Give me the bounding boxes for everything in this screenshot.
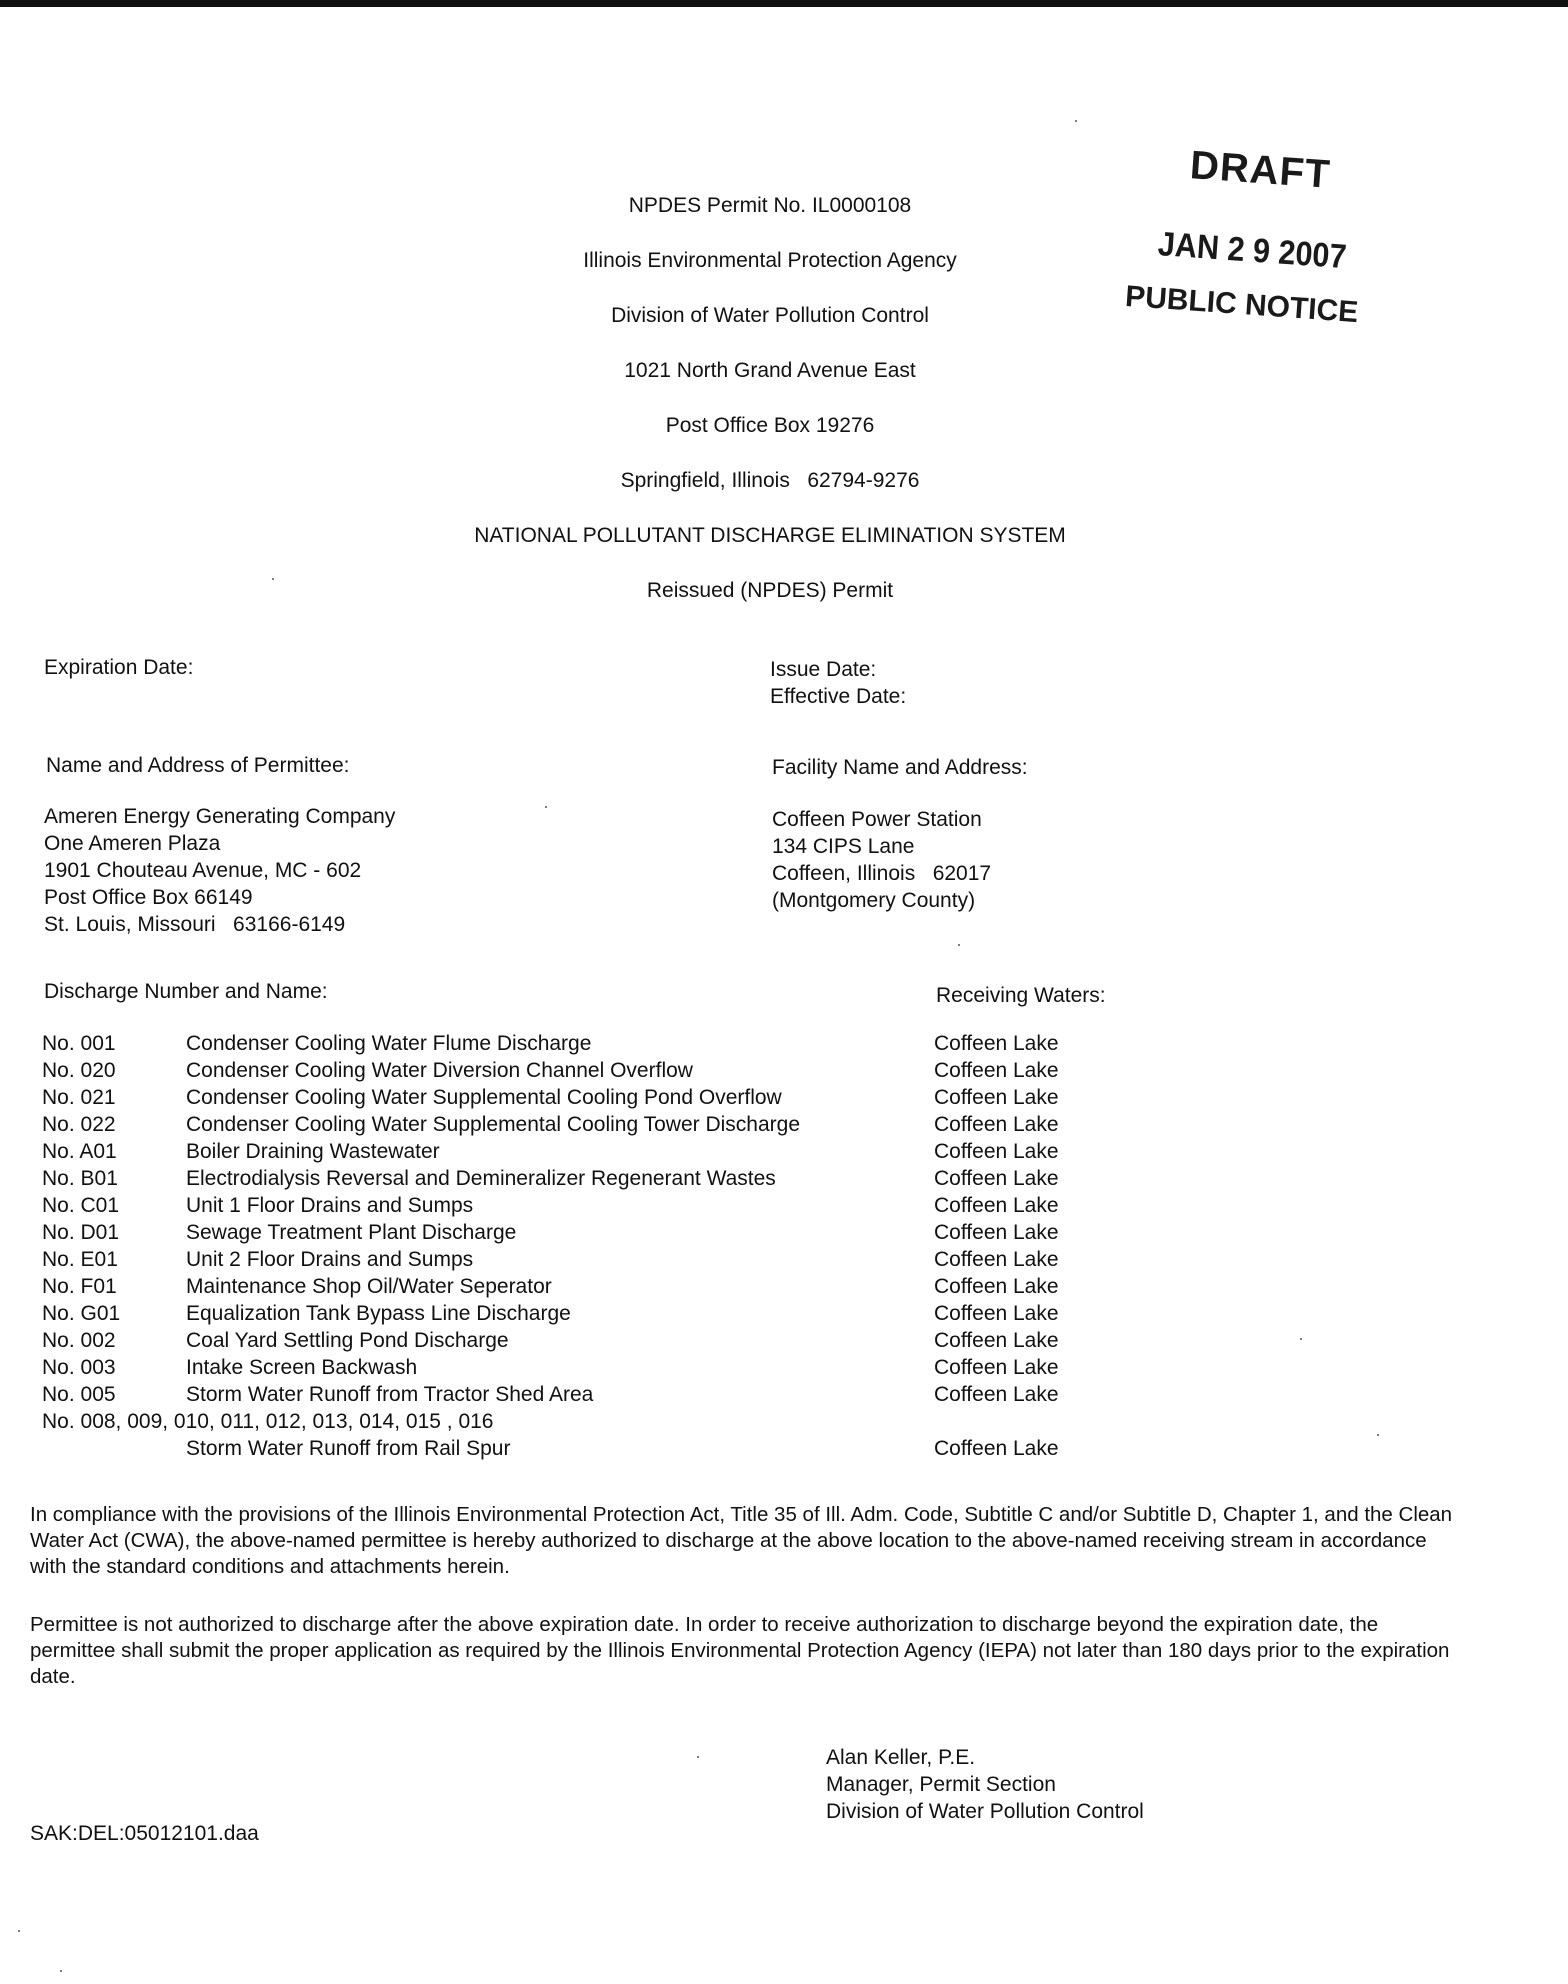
signature-block xyxy=(826,1744,1144,1825)
scan-speck xyxy=(1300,1338,1302,1340)
scan-speck xyxy=(697,1756,699,1758)
scan-speck xyxy=(1377,1434,1379,1436)
discharge-row-multi-numbers xyxy=(42,1408,1082,1435)
scan-speck xyxy=(958,944,960,946)
facility-street: 134 CIPS Lane xyxy=(772,835,915,858)
receiving-water: Coffeen Lake xyxy=(934,1113,1059,1136)
discharge-number: No. 002 xyxy=(42,1329,116,1352)
discharge-number: No. E01 xyxy=(42,1248,118,1271)
signer-name: Alan Keller, P.E. xyxy=(826,1746,976,1769)
discharge-name: Boiler Draining Wastewater xyxy=(186,1140,440,1163)
discharge-name: Storm Water Runoff from Rail Spur xyxy=(186,1437,511,1460)
permittee-company: Ameren Energy Generating Company xyxy=(44,805,396,828)
discharge-row xyxy=(42,1246,1082,1273)
receiving-waters-header: Receiving Waters: xyxy=(936,984,1106,1007)
receiving-water: Coffeen Lake xyxy=(934,1032,1059,1055)
discharge-row xyxy=(42,1219,1082,1246)
discharge-row xyxy=(42,1192,1082,1219)
discharge-name: Intake Screen Backwash xyxy=(186,1356,418,1379)
discharge-name: Coal Yard Settling Pond Discharge xyxy=(186,1329,509,1352)
receiving-water: Coffeen Lake xyxy=(934,1086,1059,1109)
receiving-water: Coffeen Lake xyxy=(934,1356,1059,1379)
permit-header xyxy=(280,190,1260,630)
discharge-row xyxy=(42,1273,1082,1300)
issue-date-label: Issue Date: xyxy=(770,658,877,681)
discharge-name: Condenser Cooling Water Supplemental Cooling Tower Discharge xyxy=(186,1113,800,1136)
discharge-name: Unit 2 Floor Drains and Sumps xyxy=(186,1248,474,1271)
discharge-number: No. F01 xyxy=(42,1275,117,1298)
agency-name: Illinois Environmental Protection Agency xyxy=(583,249,957,272)
top-border-rule xyxy=(0,0,1568,7)
discharge-row xyxy=(42,1084,1082,1111)
public-notice-stamp: PUBLIC NOTICE xyxy=(1124,279,1360,330)
discharge-number: No. 021 xyxy=(42,1086,116,1109)
discharge-name: Unit 1 Floor Drains and Sumps xyxy=(186,1194,474,1217)
receiving-water: Coffeen Lake xyxy=(934,1275,1059,1298)
discharge-row xyxy=(42,1165,1082,1192)
discharge-number: No. 001 xyxy=(42,1032,116,1055)
discharge-row xyxy=(42,1327,1082,1354)
discharge-row xyxy=(42,1300,1082,1327)
discharge-number-list: No. 008, 009, 010, 011, 012, 013, 014, 015 , 016 xyxy=(42,1410,494,1433)
discharge-name: Storm Water Runoff from Tractor Shed Area xyxy=(186,1383,594,1406)
receiving-water: Coffeen Lake xyxy=(934,1383,1059,1406)
signer-title: Manager, Permit Section xyxy=(826,1773,1056,1796)
compliance-paragraph: In compliance with the provisions of the Illinois Environmental Protection Act, Title 35 of Ill. Adm. Code, Subtitle C and/or Subtitle D, Chapter 1, and the Clean Water Act (CWA), the above-named permittee is hereby authorized to discharge at the above location to the above-named receiving stream in accordance with the standard conditions and attachments herein. xyxy=(30,1503,1453,1578)
discharge-row xyxy=(42,1354,1082,1381)
discharge-row xyxy=(42,1435,1082,1462)
signer-division: Division of Water Pollution Control xyxy=(826,1800,1144,1823)
receiving-water: Coffeen Lake xyxy=(934,1248,1059,1271)
discharge-row xyxy=(42,1030,1082,1057)
permittee-street: 1901 Chouteau Avenue, MC - 602 xyxy=(44,859,362,882)
stamp-date: JAN 2 9 2007 xyxy=(1156,225,1348,277)
facility-label: Facility Name and Address: xyxy=(772,756,1028,779)
scan-speck xyxy=(545,806,547,808)
facility-name: Coffeen Power Station xyxy=(772,808,982,831)
discharge-number-header: Discharge Number and Name: xyxy=(44,980,328,1003)
permittee-city: St. Louis, Missouri 63166-6149 xyxy=(44,913,346,936)
receiving-water: Coffeen Lake xyxy=(934,1167,1059,1190)
discharge-number: No. 005 xyxy=(42,1383,116,1406)
scan-speck xyxy=(60,1970,62,1972)
facility-city: Coffeen, Illinois 62017 xyxy=(772,862,992,885)
discharge-number: No. C01 xyxy=(42,1194,120,1217)
discharge-number: No. D01 xyxy=(42,1221,120,1244)
discharge-number: No. A01 xyxy=(42,1140,117,1163)
discharge-number: No. 020 xyxy=(42,1059,116,1082)
permit-number: NPDES Permit No. IL0000108 xyxy=(628,194,912,217)
receiving-water: Coffeen Lake xyxy=(934,1329,1059,1352)
discharge-name: Maintenance Shop Oil/Water Seperator xyxy=(186,1275,552,1298)
discharge-row xyxy=(42,1057,1082,1084)
discharge-row xyxy=(42,1138,1082,1165)
division-name: Division of Water Pollution Control xyxy=(611,304,929,327)
agency-city: Springfield, Illinois 62794-9276 xyxy=(620,469,920,492)
permittee-address xyxy=(44,803,395,938)
discharge-name: Electrodialysis Reversal and Demineralizer Regenerant Wastes xyxy=(186,1167,776,1190)
effective-date-label: Effective Date: xyxy=(770,685,907,708)
discharge-number: No. 022 xyxy=(42,1113,116,1136)
permittee-po-box: Post Office Box 66149 xyxy=(44,886,253,909)
reference-code: SAK:DEL:05012101.daa xyxy=(30,1822,259,1845)
discharge-number: No. B01 xyxy=(42,1167,118,1190)
discharge-row xyxy=(42,1111,1082,1138)
receiving-water: Coffeen Lake xyxy=(934,1302,1059,1325)
receiving-water: Coffeen Lake xyxy=(934,1437,1059,1460)
scan-speck xyxy=(1075,120,1077,122)
agency-po-box: Post Office Box 19276 xyxy=(665,414,875,437)
permittee-label: Name and Address of Permittee: xyxy=(46,754,350,777)
receiving-water: Coffeen Lake xyxy=(934,1194,1059,1217)
receiving-water: Coffeen Lake xyxy=(934,1059,1059,1082)
draft-stamp: DRAFT xyxy=(1188,143,1332,197)
discharge-name: Equalization Tank Bypass Line Discharge xyxy=(186,1302,571,1325)
discharge-name: Condenser Cooling Water Diversion Channel Overflow xyxy=(186,1059,693,1082)
expiration-date-label: Expiration Date: xyxy=(44,656,194,679)
permit-type: Reissued (NPDES) Permit xyxy=(646,579,894,602)
expiration-paragraph: Permittee is not authorized to discharge after the above expiration date. In order to receive authorization to discharge beyond the expiration date, the permittee shall submit the proper application as required by the Illinois Environmental Protection Agency (IEPA) not later than 180 days prior to the expiration date. xyxy=(30,1613,1450,1688)
agency-street: 1021 North Grand Avenue East xyxy=(624,359,916,382)
permittee-plaza: One Ameren Plaza xyxy=(44,832,221,855)
system-title: NATIONAL POLLUTANT DISCHARGE ELIMINATION SYSTEM xyxy=(474,524,1066,547)
discharge-name: Condenser Cooling Water Supplemental Cooling Pond Overflow xyxy=(186,1086,782,1109)
discharge-number: No. G01 xyxy=(42,1302,121,1325)
discharge-name: Condenser Cooling Water Flume Discharge xyxy=(186,1032,592,1055)
scan-speck xyxy=(18,1930,20,1932)
scan-speck xyxy=(272,578,274,580)
receiving-water: Coffeen Lake xyxy=(934,1140,1059,1163)
facility-address xyxy=(772,806,991,914)
discharge-name: Sewage Treatment Plant Discharge xyxy=(186,1221,517,1244)
discharge-row xyxy=(42,1381,1082,1408)
discharge-number: No. 003 xyxy=(42,1356,116,1379)
receiving-water: Coffeen Lake xyxy=(934,1221,1059,1244)
facility-county: (Montgomery County) xyxy=(772,889,976,912)
discharge-table xyxy=(42,1030,1082,1462)
